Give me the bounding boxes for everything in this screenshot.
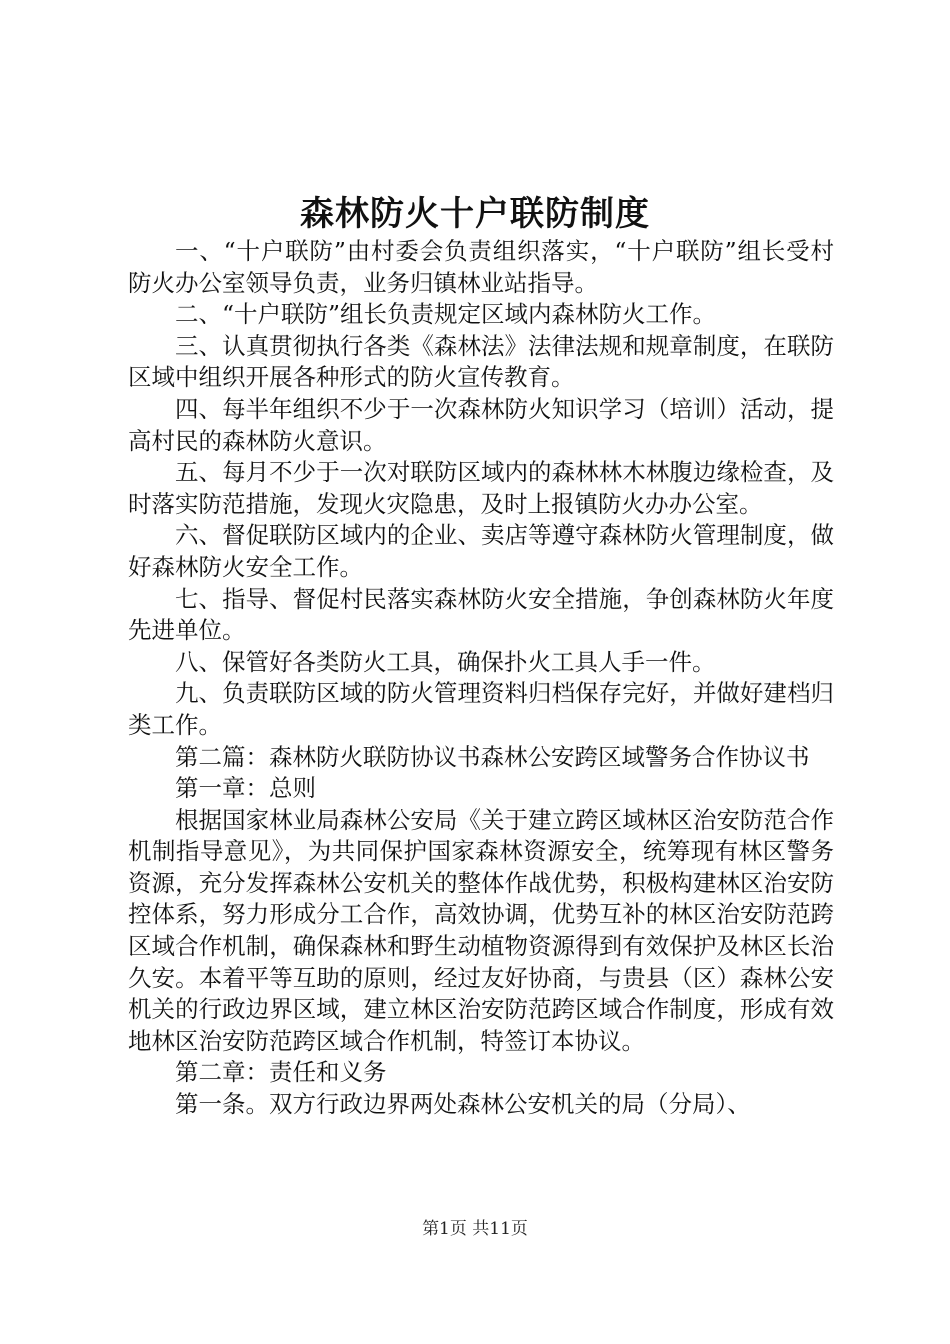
- paragraph: 五、每月不少于一次对联防区域内的森林林木林腹边缘检查，及时落实防范措施，发现火灾隐患，及时上报镇防火办办公室。: [128, 458, 834, 518]
- paragraph: 四、每半年组织不少于一次森林防火知识学习（培训）活动，提高村民的森林防火意识。: [128, 394, 834, 455]
- document-body: [128, 236, 834, 1121]
- section-heading: 第二篇：森林防火联防协议书森林公安跨区域警务合作协议书: [175, 742, 810, 771]
- chapter-heading: 第二章：责任和义务: [175, 1058, 387, 1087]
- paragraph: 一、“十户联防”由村委会负责组织落实，“十户联防”组长受村防火办公室领导负责，业务归镇林业站指导。: [128, 237, 834, 297]
- document-title: 森林防火十户联防制度: [300, 194, 650, 234]
- paragraph: 九、负责联防区域的防火管理资料归档保存完好，并做好建档归类工作。: [128, 679, 834, 739]
- paragraph: 七、指导、督促村民落实森林防火安全措施，争创森林防火年度先进单位。: [128, 584, 834, 645]
- paragraph: 三、认真贯彻执行各类《森林法》法律法规和规章制度，在联防区域中组织开展各种形式的防火宣传教育。: [128, 331, 834, 392]
- page-footer: 第1页 共11页: [422, 1219, 528, 1239]
- paragraph: 六、督促联防区域内的企业、卖店等遵守森林防火管理制度，做好森林防火安全工作。: [128, 521, 834, 581]
- paragraph: 根据国家林业局森林公安局《关于建立跨区域林区治安防范合作机制指导意见》，为共同保护国家森林资源安全，统筹现有林区警务资源，充分发挥森林公安机关的整体作战优势，积极构建林区治安防控体系，努力形成分工合作，高效协调，优势互补的林区治安防范跨区域合作机制，确保森林和野生动植物资源得到有效保护及林区长治久安。本着平等互助的原则，经过友好协商，与贵县（区）森林公安机关的行政边界区域，建立林区治安防范跨区域合作制度，形成有效地林区治安防范跨区域合作机制，特签订本协议。: [128, 805, 834, 1055]
- paragraph: 第一条。双方行政边界两处森林公安机关的局（分局）、: [175, 1090, 751, 1119]
- paragraph: 八、保管好各类防火工具，确保扑火工具人手一件。: [175, 647, 716, 676]
- paragraph: 二、“十户联防”组长负责规定区域内森林防火工作。: [175, 300, 717, 329]
- chapter-heading: 第一章：总则: [175, 774, 316, 803]
